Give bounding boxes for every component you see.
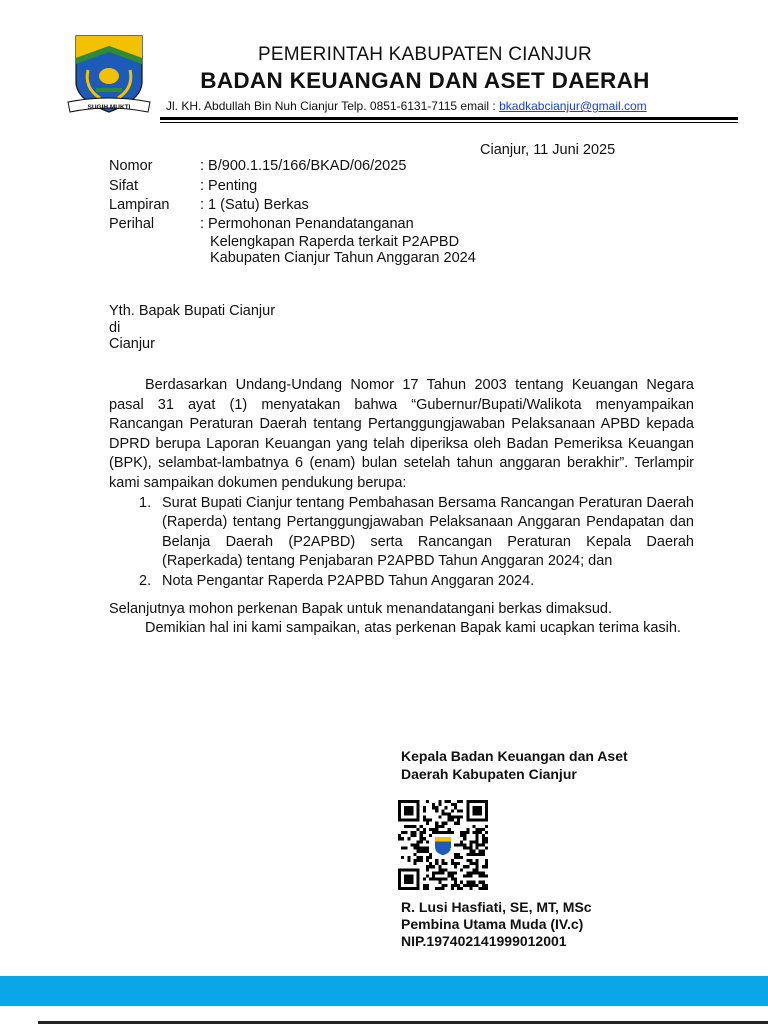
- header-rule-thick: [160, 117, 738, 120]
- cianjur-emblem-logo: [66, 32, 152, 118]
- spacer: [109, 592, 694, 600]
- signer-rank: Pembina Utama Muda (IV.c): [401, 916, 584, 932]
- list-item: [139, 494, 694, 572]
- svg-text:SUGIH MUKTI: SUGIH MUKTI: [87, 104, 131, 111]
- nomor-value: : B/900.1.15/166/BKAD/06/2025: [200, 158, 407, 174]
- signer-nip: NIP.197402141999012001: [401, 933, 567, 949]
- list-number: 1.: [139, 494, 152, 511]
- signatory-title-line-2: Daerah Kabupaten Cianjur: [401, 766, 577, 782]
- addressee-line-3: Cianjur: [109, 336, 155, 352]
- letter-date: Cianjur, 11 Juni 2025: [480, 142, 616, 158]
- qr-code-signature: [398, 800, 488, 890]
- government-name: PEMERINTAH KABUPATEN CIANJUR: [258, 44, 592, 65]
- lampiran-label: Lampiran: [109, 197, 170, 213]
- addressee-line-2: di: [109, 320, 121, 336]
- header-rule-thin: [160, 122, 738, 123]
- footer-color-bar: [0, 976, 768, 1006]
- perihal-line-1: : Permohonan Penandatanganan: [200, 216, 414, 232]
- address-text: Jl. KH. Abdullah Bin Nuh Cianjur Telp. 0851-6131-7115 email :: [166, 99, 500, 113]
- lampiran-value: : 1 (Satu) Berkas: [200, 197, 309, 213]
- addressee-line-1: Yth. Bapak Bupati Cianjur: [109, 303, 276, 319]
- sifat-value: : Penting: [200, 178, 258, 194]
- perihal-line-2: Kelengkapan Raperda terkait P2APBD: [210, 234, 460, 250]
- email-link[interactable]: bkadkabcianjur@gmail.com: [499, 99, 647, 113]
- body-paragraph-2: Selanjutnya mohon perkenan Bapak untuk menandatangani berkas dimaksud.: [109, 600, 613, 617]
- list-text: Surat Bupati Cianjur tentang Pembahasan Bersama Rancangan Peraturan Daerah (Raperda) tentang Pertanggungjawaban Pelaksanaan Anggaran Pendapatan dan Belanja Daerah (P2APBD) serta Rancangan Peraturan Kepala Daerah (Raperkada) tentang Penjabaran P2APBD Tahun Anggaran 2024; dan: [162, 494, 694, 570]
- agency-name: BADAN KEUANGAN DAN ASET DAERAH: [200, 68, 650, 93]
- perihal-label: Perihal: [109, 216, 155, 232]
- body-paragraph-1: Berdasarkan Undang-Undang Nomor 17 Tahun 2003 tentang Keuangan Negara pasal 31 ayat (1) menyatakan bahwa “Gubernur/Bupati/Walikota menyampaikan Rancangan Peraturan Daerah tentang Pertanggungjawaban Pelaksanaan APBD kepada DPRD berupa Laporan Keuangan yang telah diperiksa oleh Badan Pemeriksa Keuangan (BPK), selambat-lambatnya 6 (enam) bulan setelah tahun anggaran berakhir”. Terlampir kami sampaikan dokumen pendukung berupa:: [109, 377, 694, 491]
- document-list: [109, 494, 694, 592]
- list-text: Nota Pengantar Raperda P2APBD Tahun Anggaran 2024.: [162, 572, 535, 589]
- address-line: [166, 99, 726, 113]
- signatory-title: [401, 747, 628, 783]
- signer-name: R. Lusi Hasfiati, SE, MT, MSc: [401, 899, 592, 915]
- signer-block: [401, 899, 592, 950]
- perihal-line-3: Kabupaten Cianjur Tahun Anggaran 2024: [210, 250, 476, 266]
- sifat-label: Sifat: [109, 178, 139, 194]
- list-number: 2.: [139, 572, 152, 589]
- letter-body: [109, 376, 694, 639]
- list-item: [139, 572, 694, 592]
- body-paragraph-3: Demikian hal ini kami sampaikan, atas perkenan Bapak kami ucapkan terima kasih.: [145, 620, 681, 637]
- signatory-title-line-1: Kepala Badan Keuangan dan Aset: [401, 748, 628, 764]
- nomor-label: Nomor: [109, 158, 153, 174]
